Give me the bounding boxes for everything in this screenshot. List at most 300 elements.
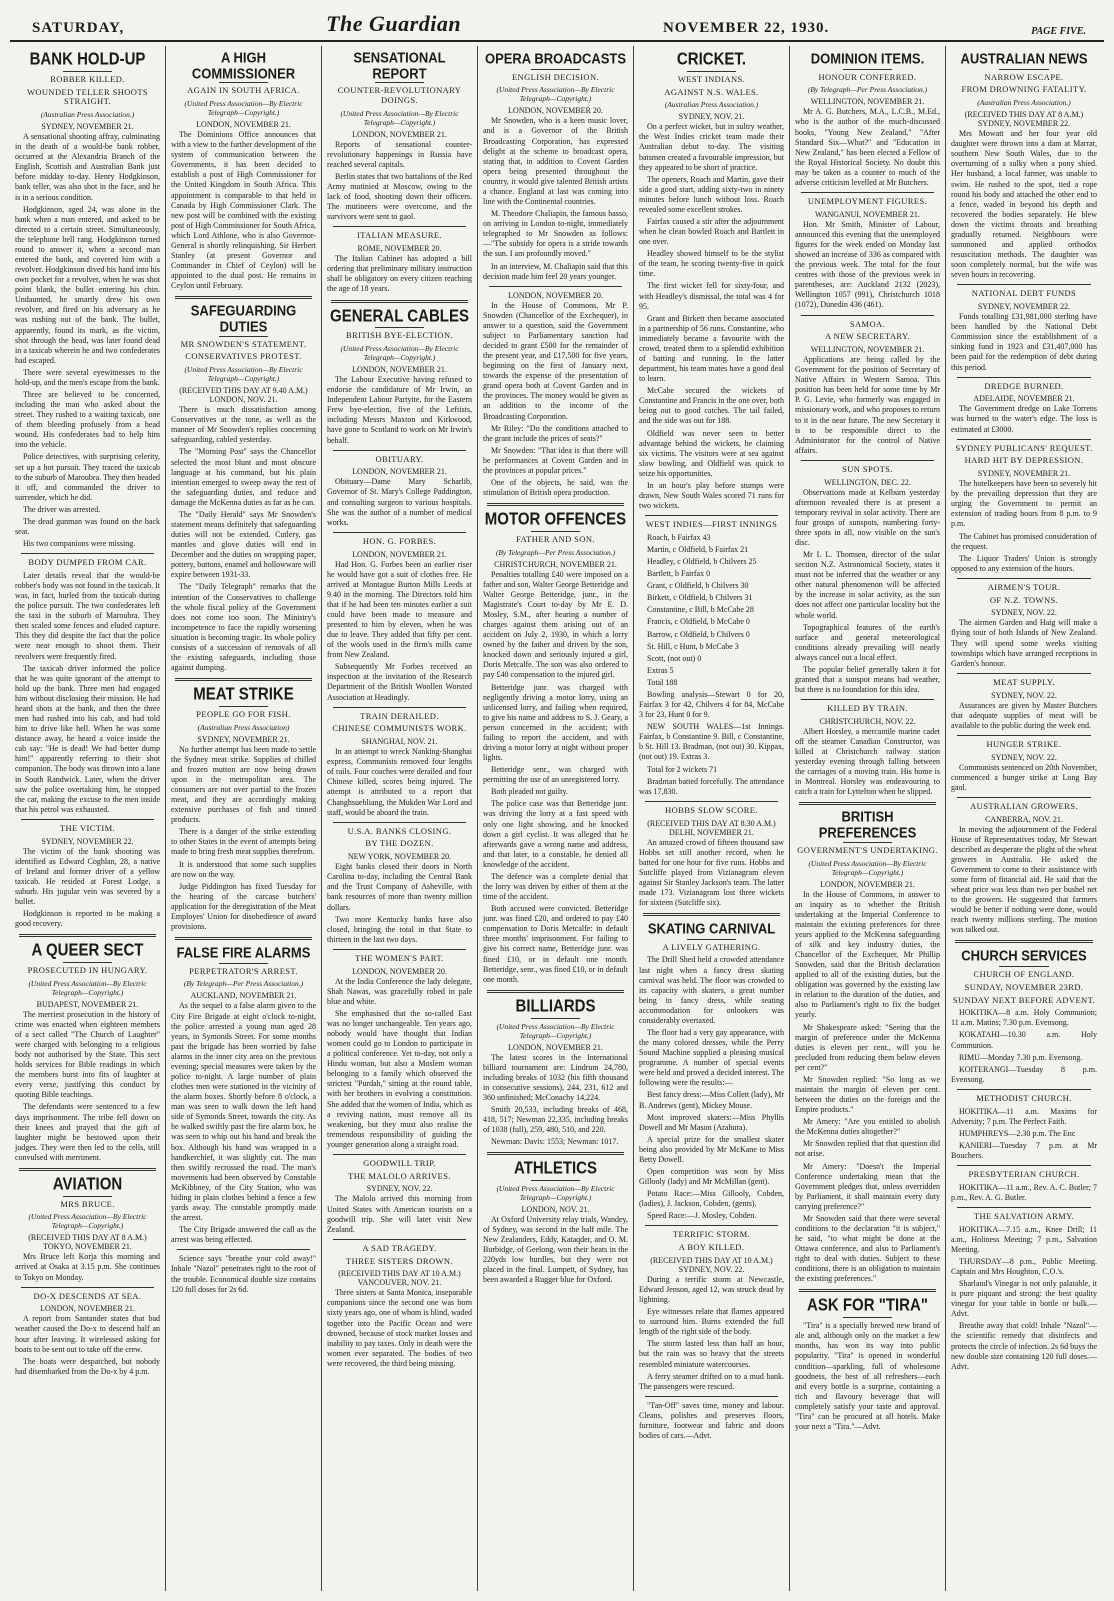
masthead-date: NOVEMBER 22, 1930. [662,20,830,36]
article-paragraph: The openers, Roach and Martin, gave their side a good start, adding sixty-two in ninety minutes before lunch without loss. Roach revealed some excellent strokes. [639,174,784,214]
article-dateline: (RECEIVED THIS DAY AT 10 A.M.) SYDNEY, NOV. 22. [650,1255,773,1274]
article-headline: A HIGH COMMISSIONER [191,48,296,82]
article-paragraph: The Drill Shed held a crowded attendance last night when a fancy dress skating carnival was held. The floor was crowded to its capacity with skaters, a great number being in fancy dress, while seating accommodation for onlookers was considerably overtaxed. [639,955,784,1025]
article-divider [799,1289,936,1292]
article [795,460,940,695]
article-dateline: SYDNEY, NOVEMBER 22. [41,836,134,846]
article-subheading: ROBBER KILLED. [50,73,125,84]
article-subheading: METHODIST CHURCH. [976,1092,1072,1103]
article-paragraph: HOKITIKA—11 a.m., Rev. A. C. Butler; 7 p.m., Rev. A. G. Butler. [951,1182,1097,1202]
article-subheading: THREE SISTERS DROWN. [346,1255,453,1266]
article [15,934,160,1163]
article-subheading: CHINESE COMMUNISTS WORK. [332,723,467,734]
section-divider [801,699,934,700]
article-paragraph: In moving the adjournment of the Federal House of Representatives today, Mr Stewart described as desperate the plight of the wheat growers in Australia. He asked the Government to come to their assistance with some form of financial aid. He said that the wheat price was less than two per bushel net to the growers. He suggested that farmers would be better if nothing were done, would reach twenty millions sterling. The motion was talked out. [951,824,1097,935]
article-credit: (United Press Association—By Electric Telegraph—Copyright.) [808,858,927,877]
article-paragraph: Applications are being called by the Government for the position of Secretary of Native Affairs in Western Samoa. This position has been held for some time by Mr P. G. Levie, who formerly was engaged in missionary work, and who proposes to return to it in the near future. The new Secretary it is to be responsible direct to the Administrator for the control of Native affairs. [795,355,940,455]
article-paragraph: At the India Conference the lady delegate, Shah Nawas, was gracefully robed in pale blue and white. [327,976,472,1006]
article [327,300,472,446]
article-subheading: OBITUARY. [375,453,424,464]
article-dateline: LONDON, NOVEMBER 21. [352,549,447,559]
article [483,286,628,498]
section-divider [801,460,934,461]
section-divider [957,1089,1091,1090]
article-paragraph: Birkett, c Oldfield, b Chilvers 31 [647,593,753,603]
article-paragraph: The Liquor Traders' Union is strongly opposed to any extension of the hours. [951,553,1097,573]
article-subheading: FATHER AND SON. [516,533,595,544]
article-subheading: SYDNEY PUBLICANS' REQUEST. [955,442,1093,453]
article-dateline: SYDNEY, NOV. 22. [366,1184,433,1194]
article-paragraph: Martin, c Oldfield, b Fairfax 21 [647,545,749,555]
article [15,819,160,929]
article-paragraph: Breathe away that cold! Inhale "Nazol"—the scientific remedy that disinfects and protects the circle of infection. 2s 6d buys the new double size containing 120 full doses.—Advt. [951,1321,1097,1371]
article [171,937,316,1245]
article-paragraph: Smith 20,533, including breaks of 468, 418, 517; Newman 22,335, including breaks of 1038 (full), 259, 480, 510, and 220. [483,1104,628,1135]
article-subheading: AUSTRALIAN GROWERS. [970,800,1078,811]
article-subheading: MRS BRUCE. [60,1198,115,1209]
article [639,1225,784,1391]
article-divider [955,940,1093,943]
section-divider [957,1165,1091,1166]
article [951,49,1097,280]
article-subheading: COUNTER-REVOLUTIONARY DOINGS. [337,85,462,106]
article-subheading: WEST INDIANS. [677,73,746,84]
column-7 [946,46,1102,1591]
article-subheading: A SAD TRAGEDY. [362,1242,437,1253]
article-paragraph: No further attempt has been made to settle the Sydney meat strike. Supplies of chilled and frozen mutton are now being drawn upon in the metropolitan area. The consumers are not over partial to the frozen meat, and they are accordingly making extensive purchases of fish and tinned products. [171,744,316,825]
article-paragraph: Betteridge senr., was charged with permitting the use of an unregistered lorry. [483,765,628,785]
article-headline: FALSE FIRE ALARMS [176,943,311,962]
article [795,802,940,1284]
headline-rule [219,706,268,707]
article-paragraph: Communists sentenced on 20th November, commenced a hunger strike at Long Bay gaol. [951,762,1097,792]
article-headline: SKATING CARNIVAL [647,919,776,938]
article-subheading: SUNDAY, NOVEMBER 23RD. [964,981,1084,992]
article-paragraph: Mr Amery: "Are you entitled to abolish the McKenna duties altogether?" [795,1117,940,1137]
article-divider [487,503,624,506]
column-6 [790,46,946,1591]
article [951,673,1097,731]
article [327,226,472,294]
masthead-title: The Guardian [326,11,462,36]
masthead [10,6,1104,42]
article [15,1287,160,1377]
section-divider [333,532,466,533]
article-paragraph: The merriest prosecution in the history of crime was enacted when eighteen members of a sect called "The Church of Laughter" were charged with belonging to a religious body not authorised by the State. This sect holds services for Bible readings in which the members burst into fits of laughter at every verse, justifying this conduct by quoting Bible teachings. [15,1009,160,1100]
section-divider [21,553,154,554]
article-paragraph: Mr Amery: "Doesn't the Imperial Conference undertaking mean that the Government pledges that, unless overridden by Parliament, it shall maintain every duty carrying preference?" [795,1161,940,1211]
article [795,1289,940,1432]
article-paragraph: Hodgkinson is reported to be making a good recovery. [15,909,160,929]
article [15,49,160,549]
article [951,1207,1097,1372]
article-paragraph: Two more Kentucky banks have also closed, bringing the total in that State to thirteen in the last two days. [327,914,472,944]
article [951,735,1097,793]
article-paragraph: Hodgkinson, aged 24, was alone in the bank when a man entered, and asked to be directed to a certain street. Simultaneously, the telephone bell rang. Hodgkinson turned round to answer it, when a second man entered the bank, and covered him with a revolver. Hodgkinson dived his hand into his own pocket for a revolver, when he was shot point blank, the bullet entering his chin. Undaunted, he smartly drew his own revolver, and fired on his adversary as he was rushing out of the bank. The bullet, apparently, found its mark, as the victim, shot through the head, was later found dead in a taxicab wherein he and two confederates had escaped. [15,204,160,365]
article-dateline: LONDON, NOVEMBER 21. [196,120,291,130]
article-paragraph: The "Morning Post" says the Chancellor selected the most blunt and most obscure language at his command, but his plain intention emerged to sweep away the rest of the safeguarding duties, and reduce and damage the McKenna duties as far as he can. [171,447,316,507]
section-divider [957,1207,1091,1208]
article-dateline: CHRISTCHURCH, NOVEMBER 21. [494,559,617,569]
article-subheading: HARD HIT BY DEPRESSION. [964,455,1084,466]
columns-container [10,46,1104,1591]
article-paragraph: Both accused were convicted. Betteridge junr. was fined £20, and ordered to pay £40 compensation to Doris Metcalfe: in default three months' imprisonment. For failing to give his correct name, Betteridge junr. was fined £10, or in default one month. Betteridge, senr., was fined £10, or in default one month. [483,904,628,984]
article-paragraph: Science says "breathe your cold away!" Inhale "Nazol" penetrates right to the root of the trouble. Economical double size contains 120 full doses for 2s 6d. [171,1254,316,1294]
article-paragraph: Hon. Mr Smith, Minister of Labour, announced this evening that the unemployed figures for the week ended on Monday last showed an increase of 336 as compared with the previous week. The total for the four centres with those of the previous week in parentheses, are: Auckland 2132 (2023), Wellington 1057 (991), Christchurch 1018 (1072), Dunedin 436 (461). [795,219,940,310]
article-paragraph: St. Hill, c Hunt, b McCabe 3 [647,641,739,651]
article-headline: BRITISH PREFERENCES [818,808,917,842]
article-dateline: WELLINGTON, DEC. 22. [824,477,911,487]
article-paragraph: Albert Horsley, a mercantile marine cadet off the steamer Canadian Constructor, was killed at Christchurch railway station yesterday evening through falling between the carriages of a moving train. His home is in Montreal. Horsley was endeavouring to catch a train for Lyttelton when he slipped. [795,726,940,797]
article-subheading: BODY DUMPED FROM CAR. [28,557,147,568]
article-divider [175,937,312,940]
article-credit: (By Telegraph—Per Press Association.) [183,979,304,989]
article-credit: (United Press Association—By Electric Telegraph—Copyright.) [28,978,147,997]
article-dateline: ROME, NOVEMBER 20. [357,244,442,254]
section-divider [333,822,466,823]
article-paragraph: A special prize for the smallest skater being also provided by Mr McKane to Miss Betty Dowell. [639,1134,784,1164]
article-paragraph: The Italian Cabinet has adopted a bill ordering that preliminary military instruction shall be obligatory on every citizen reaching the age of 18 years. [327,254,472,294]
article-dateline: CANBERRA, NOV. 21. [985,814,1063,824]
section-divider [957,284,1091,285]
article-subheading: NATIONAL DEBT FUNDS [971,288,1077,299]
article-dateline: (RECEIVED THIS DAY AT 10 A.M.) VANCOUVER, NOV. 21. [338,1269,461,1288]
article-credit: (United Press Association—By Electric Telegraph—Copyright.) [340,344,459,363]
article-paragraph: Mrs Mowatt and her four year old daughter were thrown into a dam at Marrar, southern New South Wales, due to the overturning of a sulky when a pony shied. Her husband, a local farmer, was unable to swim. He rushed to the spot, tied a rope round his body and attached the other end to a fence, waded in beyond his depth and recovered the bodies separately. He blew down the victims throats and breathing gradually returned. Neighbours were summoned and applied orthodox resuscitation methods. The daughter was soon completely normal, but the wife was seven hours in recovering. [951,129,1097,280]
article-subheading: GOODWILL TRIP. [363,1157,436,1168]
article [795,315,940,456]
article [951,377,1097,435]
article-paragraph: Observations made at Kelburn yesterday afternoon revealed there is at present a temporary revival in solar activity. There are four groups of sunspots, numbering forty-three spots in all, now visible on the sun's disc. [795,487,940,547]
section-divider [333,1239,466,1240]
article-dateline: LONDON, NOVEMBER 21. [352,129,447,139]
headline-rule [843,1317,892,1318]
headline-rule [219,336,268,337]
article-paragraph: Mr Shakespeare asked: "Seeing that the margin of preference under the McKenna duties is eleven per cent., will you be precluded from reducing them below eleven per cent?" [795,1022,940,1072]
article-subheading: AIRMEN'S TOUR. [987,581,1061,592]
article [327,707,472,818]
article-headline: BANK HOLD-UP [29,49,146,70]
article-subheading: SUNDAY NEXT BEFORE ADVENT. [952,994,1096,1005]
article-subheading: HOBBS SLOW SCORE. [665,804,758,815]
article-dateline: LONDON, NOVEMBER 20. [508,290,603,300]
article-subheading: WEST INDIES—FIRST INNINGS [645,519,778,530]
article-subheading: THE SALVATION ARMY. [973,1210,1075,1221]
article-dateline: SYDNEY, NOVEMBER 21. [41,122,134,132]
article [171,48,316,291]
article-paragraph: Funds totalling £31,981,000 sterling have been handled by the National Debt Commission since the establishment of a sinking fund in 1923 and £31,407,000 has been paid for the redemption of debt during this period. [951,312,1097,372]
article [951,284,1097,372]
column-4 [478,46,634,1591]
article-subheading: A NEW SECRETARY. [825,331,910,342]
article-paragraph: The first wicket fell for sixty-four, and with Headley's dismissal, the total was 4 for 95. [639,281,784,311]
article-paragraph: HOKITIKA—8 a.m. Holy Communion; 11 a.m. Matins; 7.30 p.m. Evensong. [951,1008,1097,1028]
article-paragraph: It is understood that some such supplies are now on the way. [171,859,316,879]
article-divider [19,934,156,937]
article-paragraph: Judge Piddington has fixed Tuesday for the hearing of the carcase butchers' application for the deregistration of the Meat Employes' Union for disobedience of award provisions. [171,881,316,931]
article-dateline: WANGANUI, NOVEMBER 21. [815,209,920,219]
headline-rule [687,939,736,940]
article-subheading: HON. G. FORBES. [362,535,437,546]
article-subheading: SAMOA. [849,318,886,329]
article-divider [175,296,312,299]
article-paragraph: The popular belief generally taken it for granted that a sunspot means bad weather, but there is no foundation for this idea. [795,664,940,695]
article-paragraph: Total for 2 wickets 71 [647,764,718,774]
article-paragraph: Roach, b Fairfax 43 [647,532,711,542]
article-paragraph: Extras 5 [647,665,674,675]
article-subheading: SUN SPOTS. [842,463,893,474]
article-subheading: HONOUR CONFERRED. [818,71,917,82]
article-headline: OPERA BROADCASTS [484,49,627,68]
article-paragraph: The hotelkeepers have been so severely hit by the prevailing depression that they are urging the Government to permit an extension of trading hours from 8 p.m. to 9 p.m. [951,479,1097,529]
headline-rule [375,82,424,83]
article-paragraph: His two companions were missing. [23,539,136,549]
headline-rule [843,842,892,843]
article-subheading: OF N.Z. TOWNS. [989,594,1059,605]
article-paragraph: In the House of Commons, Mr P. Snowden (Chancellor of the Exchequer), in answer to a question, said the Government subject to Parliamentary sanction had decided to grant £500 for the remainder of the present year, and £17,500 for five years, beginning on the first of January next, towards the expense of the presentation of grand opera both at Covent Garden and in the provinces. The money would be given as an addition to the income of the Broadcasting Corporation. [483,300,628,421]
section-divider [957,797,1091,798]
section-divider [957,673,1091,674]
headline-rule [531,1018,580,1019]
section-divider [957,377,1091,378]
article-dateline: SYDNEY, NOVEMBER 21. [977,469,1071,479]
article-subheading: BRITISH BYE-ELECTION. [345,330,454,341]
article-paragraph: Mr A. G. Butchers, M.A., L.C.B., M.Ed., who is the author of the much-discussed books, "Young New Zealand," "After Standard Six—What?" and "Education in New Zealand," has been elected a Fellow of the Royal Historical Society. No doubt this may be taken as a counter to much of the adverse criticism levelled at Mr Butchers. [795,107,940,187]
article-paragraph: The Malolo arrived this morning from United States with American tourists on a goodwill trip. She will later visit New Zealand. [327,1194,472,1234]
article-paragraph: The Government dredge on Lake Torrens was burned to the water's edge. The loss is estimated at £3000. [951,404,1097,434]
column-3 [322,46,478,1591]
article-paragraph: The driver was arrested. [23,504,101,514]
article-subheading: ENGLISH DECISION. [511,71,600,82]
masthead-day: SATURDAY, [32,20,125,36]
article-paragraph: HOKITIKA—7.15 a.m., Knee Drill; 11 a.m., Holiness Meeting; 7 p.m., Salvation Meeting. [951,1224,1097,1254]
article [951,940,1097,1084]
article-credit: (United Press Association—By Electric Telegraph—Copyright.) [496,1183,615,1202]
headline-rule [999,69,1049,70]
article-paragraph: Grant, c Oldfield, b Chilvers 30 [647,581,749,591]
article [15,553,160,815]
article-paragraph: The defence was a complete denial that the lorry was driven by either of them at the time of the accident. [483,871,628,902]
article-paragraph: THURSDAY—8 p.m., Public Meeting. Captain and Mrs Houghton, C.O.'s. [951,1256,1097,1276]
article-paragraph: "Tira" is a specially brewed new brand of ale and, although only on the market a few months, has won its way into public popularity. "Tira" is opened in wonderful condition—sparkling, full of wholesome goodness, the best of all refreshers—each and every bottle is a surprise, containing a rich and flavoury beverage that will completely satisfy your taste and approval. "Tira" can be procured at all hotels. Make your next a "Tira."—Advt. [795,1321,940,1431]
article-credit: (United Press Association—By Electric Telegraph—Copyright.) [496,85,615,104]
article-headline: ATHLETICS [513,1158,598,1179]
article-divider [331,300,468,303]
article-subheading: MR SNOWDEN'S STATEMENT. [180,338,307,349]
article-subheading: TERRIFIC STORM. [672,1229,751,1240]
article-paragraph: RIMU—Monday 7.30 p.m. Evensong. [959,1052,1083,1062]
article-subheading: THE WOMEN'S PART. [355,952,444,963]
article-subheading: ITALIAN MEASURE. [356,230,443,241]
article-paragraph: At Oxford University relay trials, Wandey, of Sydney, was second in the half mile. The New Zealanders, Eddy, Kataqder, and O. M. Burbidge, of Geelong, won their heats in the 220yds low hurdles, but they were not placed in the final. Lumpett, of Sydney, has been awarded a Rugger blue for Oxford. [483,1214,628,1285]
article-paragraph: Reports of sensational counter-revolutionary happenings in Russia have reached several capitals. [327,139,472,169]
article-paragraph: One of the objects, he said, was the stimulation of British opera production. [483,477,628,498]
article-paragraph: Mrs Bruce left Korja this morning and arrived at Osaka at 3.15 p.m. She continues to Tokyo on Monday. [15,1252,160,1282]
article-paragraph: Penalties totalling £40 were imposed on a father and son, Walter George Betteridge and Walter George Betteridge, junr., in the Magistrate's Court to-day by Mr E. D. Mosley, S.M., after hearing a number of charges against them arising out of an accident on July 2, 1930, in which a lorry owned by the father and driven by the son, knocked down and seriously injured a girl, Doris Metcalfe. The son was also ordered to pay £40 compensation to the injured girl. [483,569,628,680]
article-paragraph: Assurances are given by Master Butchers that adequate supplies of meat will be available to the public during the week end. [951,700,1097,730]
article-subheading: DREDGE BURNED. [984,380,1064,391]
article-paragraph: KOKATAHI—10.30 a.m. Holy Communion. [951,1030,1097,1050]
article-headline: CRICKET. [676,49,747,70]
article-subheading: THE MALOLO ARRIVES. [348,1170,451,1181]
article-paragraph: The Cabinet has promised consideration of the request. [951,531,1097,551]
article [327,450,472,528]
article-divider [175,678,312,681]
article-paragraph: Fairfax caused a stir after the adjournment when he clean bowled Roach and Bartlett in one over. [639,216,784,247]
article-paragraph: In an interview, M. Chaliapin said that this decision made him feel 20 years younger. [483,261,628,281]
article [951,1165,1097,1203]
article-dateline: (RECEIVED THIS DAY AT 8.30 A.M.) DELHI, NOVEMBER 21. [647,818,776,837]
article-headline: AVIATION [52,1174,123,1195]
article-dateline: CHRISTCHURCH, NOV. 22. [819,716,916,726]
article-paragraph: Topographical features of the earth's surface and general meteorological conditions already prevailing will nearly always cancel out a local effect. [795,622,940,662]
article [327,949,472,1150]
article-paragraph: Headley, c Oldfield, b Chilvers 25 [647,557,757,567]
article-paragraph: There is much dissatisfaction among Conservatives at the tone, as well as the manner of Mr Snowden's replies concerning safeguarding, cabled yesterday. [171,405,316,445]
article-paragraph: Betteridge junr. was charged with negligently driving a motor lorry, using an unlicensed lorry, and failing when required, to give his name and address to S. J. Geary, a person concerned in the accident; with failing to report the accident, and with driving a motor lorry at night without proper lights. [483,682,628,763]
article-subheading: TRAIN DERAILED. [360,710,439,721]
headline-rule [63,962,112,963]
article-subheading: PRESBYTERIAN CHURCH. [968,1169,1080,1179]
article-divider [643,913,780,916]
article-credit: (Australian Press Association) [197,722,290,732]
section-divider [645,1225,778,1226]
article-paragraph: HOKITIKA—11 a.m. Maxims for Adversity; 7 p.m. The Perfect Faith. [951,1106,1097,1126]
headline-rule [531,1180,580,1181]
article-paragraph: There is a danger of the strike extending to other States in the event of attempts being made to bring fresh meat supplies therefrom. [171,827,316,857]
article [951,439,1097,574]
article-paragraph: The boats were despatched, but nobody had disembarked from the Do-x by 4 p.m. [15,1356,160,1376]
section-divider [177,1249,310,1250]
article-paragraph: Barrow, c Oldfield, b Chilvers 0 [647,629,750,639]
article-paragraph: The "Daily Herald" says Mr Snowden's statement means definitely that safeguarding duties will not be extended. Cutlery, gas mantles and glove duties will end in December and the duties on wrapping paper, pottery, buttons, enamel and hollowware will expire between 1931-33. [171,509,316,580]
article-dateline: ADELAIDE, NOVEMBER 21. [973,394,1075,404]
article-headline: SENSATIONAL REPORT [353,48,446,82]
article-credit: (By Telegraph—Per Press Association.) [495,547,616,557]
article-dateline: (RECEIVED THIS DAY AT 9.40 A.M.) LONDON, NOV. 21. [179,386,308,405]
article-paragraph: Sharland's Vinegar is not only palatable, it is pure piquant and strong: the best quality vinegar for your table in bottle or bulk.—Advt. [951,1279,1097,1319]
article-paragraph: The police case was that Betteridge junr. was driving the lorry at a fast speed with only one light showing, and he knocked down a girl cyclist. It was alleged that he afterwards gave a wrong name and address, and that later, to a constable, he denied all knowledge of the accident. [483,799,628,869]
article-credit: (United Press Association—By Electric Telegraph—Copyright.) [184,365,303,384]
article-headline: AUSTRALIAN NEWS [960,49,1088,68]
article [327,48,472,222]
article-divider [19,1168,156,1171]
article-credit: (Australian Press Association.) [664,100,759,110]
article-headline: ASK FOR "TIRA" [807,1296,928,1316]
article-subheading: PERPETRATOR'S ARREST. [189,965,298,976]
article-paragraph: The Labour Executive having refused to endorse the candidature of Mr Irwin, an Independent Labour Partyite, for the Eastern Frew bye-election, five of the Leftists, including Messrs Maxton and Kirkwood, have gone to Scotland to work on Mr Irwin's behalf. [327,375,472,445]
section-divider [333,707,466,708]
headline-rule [531,531,580,532]
article-subheading: AGAINST N.S. WALES. [664,86,759,97]
article-paragraph: Grant and Birkett then became associated in a partnership of 56 runs. Constantine, who immediately became a favourite with the crowd, treated them to a splendid exhibition of batting and running. In the latter department, his team mates have a good deal to learn. [639,313,784,384]
article [483,49,628,282]
masthead-page-number: PAGE FIVE. [1031,26,1086,37]
article-paragraph: Headley showed himself to be the stylist of the team, he scoring twenty-five in quick time. [639,249,784,279]
article-credit: (United Press Association—By Electric Telegraph—Copyright.) [340,108,459,127]
section-divider [801,192,934,193]
article-paragraph: Mr Snowden said that there were several conditions to the declaration "it is subject," he said, "to what might be done at the Ottawa conference, and also to Parliament's right to deal with duties. Subject to these conditions, there is an obligation to maintain the existing preferences." [795,1213,940,1284]
article-dateline: SHANGHAI, NOV. 21. [361,737,438,747]
article-paragraph: The City Brigade answered the call as the arrest was being effected. [171,1225,316,1245]
section-divider [21,1287,154,1288]
article-dateline: LONDON, NOVEMBER 21. [352,365,447,375]
article-paragraph: Mr Snowden replied: "So long as we maintain the margin of eleven per cent. between the duties on the foreign and the Empire products." [795,1074,940,1115]
article-paragraph: M. Theodore Chaliapin, the famous basso, on arriving in London to-night, immediately telegraphed to Mr Snowden as follows:—"The subsidy for opera is a stride towards the sun. I am profoundly moved." [483,209,628,259]
article-headline: GENERAL CABLES [330,306,469,326]
article-subheading: A LIVELY GATHERING. [662,941,761,952]
article-paragraph: Eye witnesses relate that flames appeared to surround him. Burns extended the full length of the right side of the body. [639,1307,784,1337]
article [639,49,784,511]
article-subheading: AGAIN IN SOUTH AFRICA. [187,85,300,96]
article-paragraph: The storm lasted less than half an hour, but the rain was so heavy that the streets resembled miniature watercourses. [639,1339,784,1369]
article-subheading: HUNGER STRIKE. [986,738,1062,749]
section-divider [957,578,1091,579]
article-subheading: MEAT SUPPLY. [993,676,1055,687]
section-divider [957,735,1091,736]
headline-rule [531,69,580,70]
article-subheading: NARROW ESCAPE. [984,71,1064,82]
article-paragraph: A ferry steamer drifted on to a mud bank. The passengers were rescued. [639,1371,784,1391]
article-headline: A QUEER SECT [31,940,144,961]
article-paragraph: KANIERI—Tuesday 7 p.m. at Mr Bouchers. [951,1140,1097,1160]
article-credit: (Australian Press Association.) [977,98,1071,108]
article-dateline: LONDON, NOVEMBER 21. [508,1042,603,1052]
article-subheading: FROM DROWNING FATALITY. [961,84,1087,95]
article [639,515,784,797]
article [795,699,940,797]
column-2 [166,46,322,1591]
headline-rule [843,69,892,70]
article-paragraph: Eight banks closed their doors in North Carolina to-day, including the Central Bank and the Trust Company of Asheville, with bank resources of more than twenty million dollars. [327,862,472,912]
article-dateline: BUDAPEST, NOVEMBER 21. [36,999,139,1009]
article-paragraph: Obituary—Dame Mary Scharlib, Governor of St. Mary's College Paddington, and consulting surgeon to various hospitals. She was the author of a number of medical works. [327,477,472,527]
article-paragraph: Newman: Davis: 1553; Newman: 1017. [491,1137,619,1147]
article-paragraph: Berlin states that two battalions of the Red Army mutinied at Moscow, owing to the lack of food, shooting down their officers. The mutineers were overcome, and the survivors were sent to gaol. [327,172,472,222]
article-paragraph: The floor had a very gay appearance, with the many colored dresses, while the Perry Sound Machine supplied a pleasing musical programme. A number of special events were held and proved a decided interest. The following were the results:— [639,1028,784,1088]
article-paragraph: Best fancy dress:—Miss Collett (lady), Mr B. Andrews (gent), Mickey Mouse. [639,1090,784,1110]
article-dateline: (RECEIVED THIS DAY AT 8 A.M.) TOKYO, NOVEMBER 21. [28,1233,147,1252]
article [483,990,628,1147]
article [483,1152,628,1285]
section-divider [801,315,934,316]
article [327,532,472,703]
article-headline: CHURCH SERVICES [961,947,1087,965]
article-dateline: SYDNEY, NOV. 22. [991,608,1057,618]
article-dateline: WELLINGTON, NOVEMBER 21. [810,345,925,355]
article-paragraph: In the House of Commons, in answer to an inquiry as to whether the British undertaking at the Imperial Conference to maintain the existing preferences for three years applied to the McKenna safeguarding of silk and key industry duties, the Chancellor of the Exchequer, Mr Phillip Snowden, said that the British declaration applied to all of the existing duties, but the obligation was governed by the existing law in relation to the duration of the duties, and also to Parliament's right to fix the budget yearly. [795,889,940,1020]
article-paragraph: Subsequently Mr Forbes received an inspection at the invitation of the Research Department of the British Woollen Worsted Association at Headingly. [327,662,472,702]
article-subheading: BY THE DOZEN. [365,838,434,849]
article-paragraph: Speed Race:—J. Mosley, Cobden. [647,1211,757,1221]
article-paragraph: The dead gunman was found on the back seat. [15,516,160,537]
article-paragraph: The latest scores in the International billiard tournament are: Lindrum 24,780, including breaks of 1032 (his fifth thousand in consecutive sessions), 244, 231, 612 and 360 unfinished; McConachy 14,224. [483,1052,628,1102]
article-paragraph: The airmen Garden and Haig will make a flying tour of both Islands of New Zealand. They will spend some weeks visiting townships which have arranged receptions in Garden's honour. [951,618,1097,668]
section-divider [333,450,466,451]
article [795,192,940,310]
article [171,1249,316,1294]
headline-rule [63,71,112,72]
article-dateline: SYDNEY, NOV. 22. [991,690,1057,700]
column-5 [634,46,790,1591]
article-paragraph: Bartlett, b Fairfax 0 [647,569,711,579]
article-paragraph: Scott, (not out) 0 [647,653,702,663]
article-paragraph: Most improved skaters:—Miss Phyllis Dowell and Mr Mason (Arahura). [639,1112,784,1132]
article-credit: (By Telegraph—Per Press Association.) [807,85,928,95]
article-paragraph: An amazed crowd of fifteen thousand saw Hobbs set still another record, when he batted for one hour for five runs. Hobbs and Sutcliffe played from Vizianagram eleven against Sir Stanley Jackson's team. The latter made 173. Vizianagram lost three wickets for sixteen (Sutcliffe six). [639,837,784,907]
section-divider [645,515,778,516]
article-paragraph: Both pleaded not guilty. [491,787,568,797]
